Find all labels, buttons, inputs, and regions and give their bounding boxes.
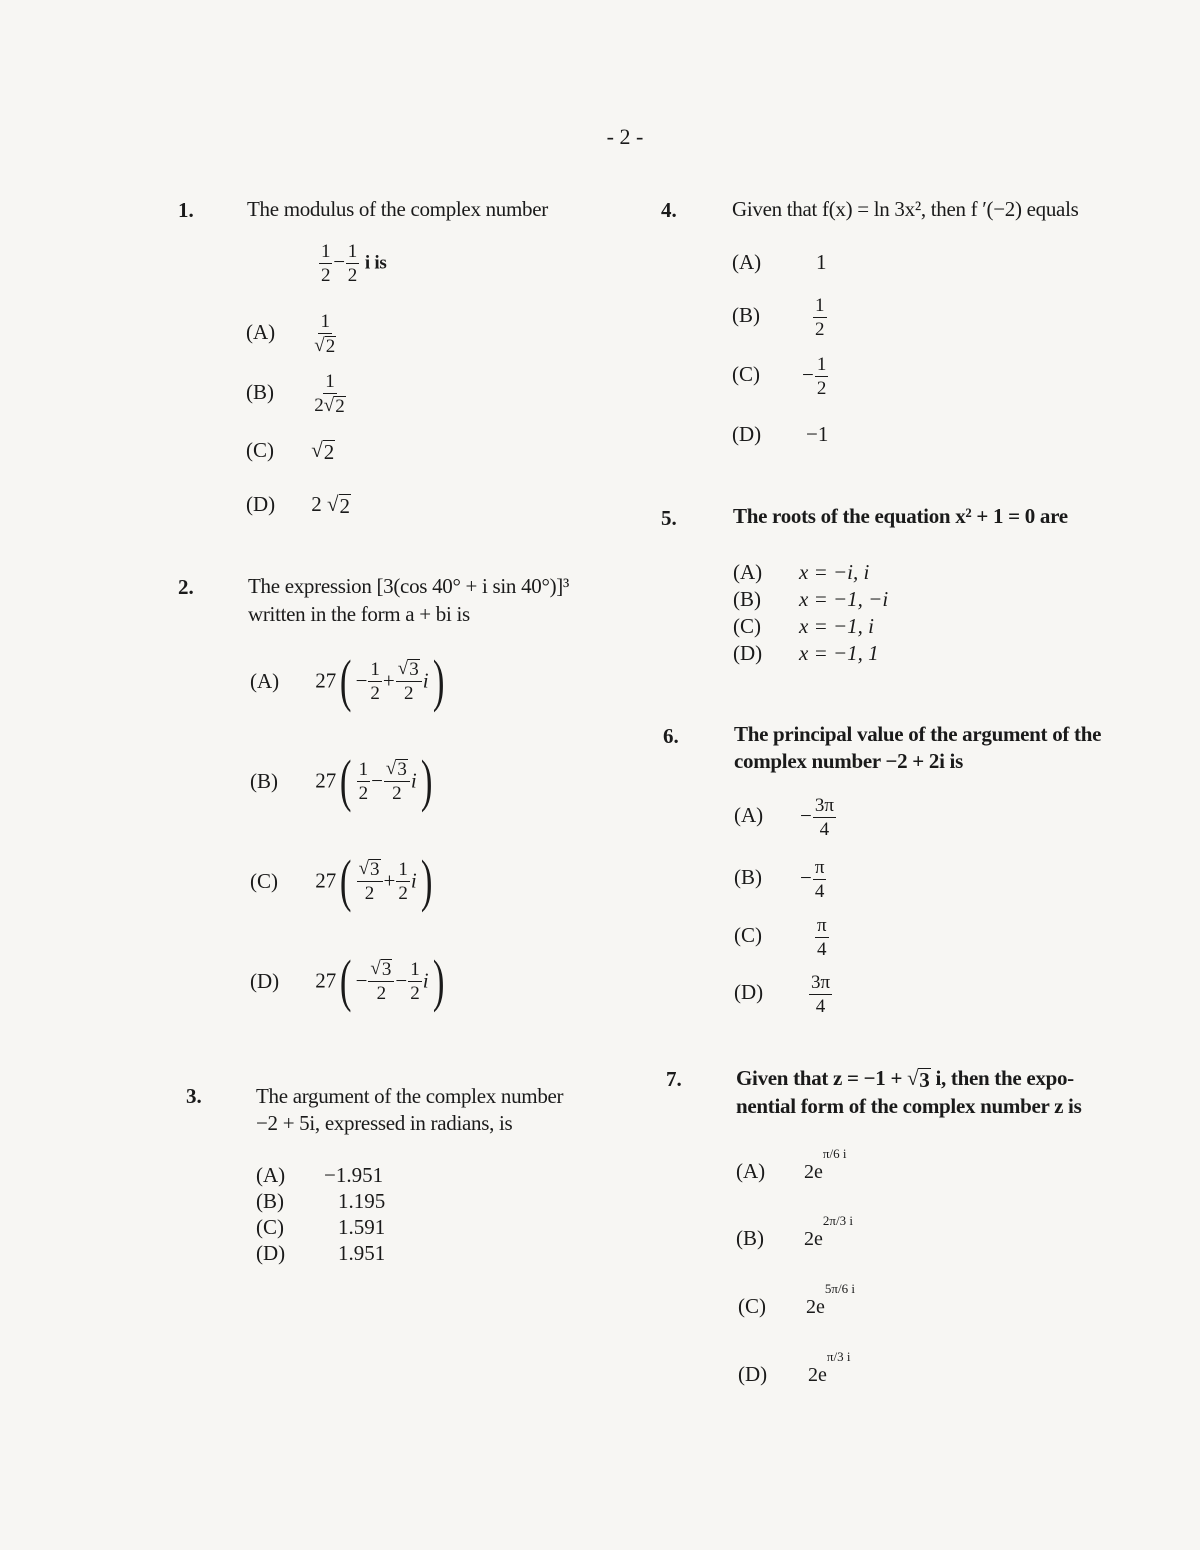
q4-option-c: (C) − $\frac{1}{2}$	[732, 354, 827, 399]
q3-option-d: (D) 1.951	[256, 1241, 386, 1265]
q7-stem-line2: nential form of the complex number z is	[736, 1094, 1082, 1118]
q4-number: 4.	[661, 198, 677, 222]
q5-option-b: (B) x = −1, −i	[733, 587, 889, 611]
q1-option-d: (D) 2 √ 2	[246, 492, 351, 518]
q2-option-b: (B) 27( $\frac{1}{2}$ − √ 3 2 i)	[250, 748, 433, 813]
q4-option-b: (B) $\frac{1}{2}$	[732, 295, 825, 340]
q3-stem-line2: −2 + 5i, expressed in radians, is	[256, 1111, 513, 1135]
q4-option-a: (A) 1	[732, 250, 827, 274]
q1-number: 1.	[178, 198, 194, 222]
q3-stem-line1: The argument of the complex number	[256, 1084, 564, 1108]
q7-option-c: (C) $2e^{5\pi/6 i}$	[738, 1281, 855, 1318]
q6-option-d: (D) $\frac{3\pi}{4}$	[734, 972, 831, 1017]
q3-option-c: (C) 1.591	[256, 1215, 386, 1239]
q7-option-b: (B) $2e^{2\pi/3 i}$	[736, 1213, 853, 1250]
q7-option-a: (A) $2e^{\pi/6 i}$	[736, 1146, 847, 1183]
q5-option-c: (C) x = −1, i	[733, 614, 874, 638]
q2-stem-line2: written in the form a + bi is	[248, 602, 470, 626]
q3-option-b: (B) 1.195	[256, 1189, 386, 1213]
q6-option-b: (B) − $\frac{\pi}{4}$	[734, 857, 825, 902]
q1-expr-frac2: $\frac{1}{2}$	[347, 241, 357, 286]
q6-number: 6.	[663, 724, 679, 748]
q5-option-a: (A) x = −i, i	[733, 560, 870, 584]
page-number: - 2 -	[606, 124, 644, 149]
q7-option-d: (D) $2e^{\pi/3 i}$	[738, 1349, 851, 1386]
q1-option-c: (C) √ 2	[246, 438, 335, 464]
q4-stem: Given that f(x) = ln 3x², then f ′(−2) equals	[732, 197, 1079, 221]
q7-number: 7.	[666, 1067, 682, 1091]
q1-option-a: (A) 1 √ 2	[246, 311, 336, 357]
q2-option-c: (C) 27( √ 3 2 + $\frac{1}{2}$ i)	[250, 848, 433, 913]
q1-expression: $\frac{1}{2}$ − $\frac{1}{2}$ i is	[321, 241, 387, 286]
q2-number: 2.	[178, 575, 194, 599]
q2-stem-line1: The expression [3(cos 40° + i sin 40°)]³	[248, 574, 569, 598]
q4-option-d: (D) −1	[732, 422, 829, 446]
q2-option-a: (A) 27( − $\frac{1}{2}$ + √ 3 2 i)	[250, 648, 445, 713]
q5-number: 5.	[661, 506, 677, 530]
q7-stem-line1: Given that z = −1 + √ 3 i, then the expo-	[736, 1066, 1074, 1092]
q6-option-a: (A) − $\frac{3\pi}{4}$	[734, 795, 834, 840]
q6-option-c: (C) $\frac{\pi}{4}$	[734, 915, 827, 960]
q5-stem: The roots of the equation x² + 1 = 0 are	[733, 504, 1068, 528]
q2-option-d: (D) 27( − √ 3 2 − $\frac{1}{2}$ i)	[250, 948, 445, 1013]
q3-number: 3.	[186, 1084, 202, 1108]
q1-option-b: (B) 1 2 √ 2	[246, 371, 345, 417]
q6-stem-line1: The principal value of the argument of the	[734, 722, 1102, 746]
q1-stem: The modulus of the complex number	[247, 197, 548, 221]
q6-stem-line2: complex number −2 + 2i is	[734, 749, 963, 773]
q5-option-d: (D) x = −1, 1	[733, 641, 879, 665]
q1-expr-frac1: $\frac{1}{2}$	[321, 241, 331, 286]
q3-option-a: (A) −1.951	[256, 1163, 384, 1187]
